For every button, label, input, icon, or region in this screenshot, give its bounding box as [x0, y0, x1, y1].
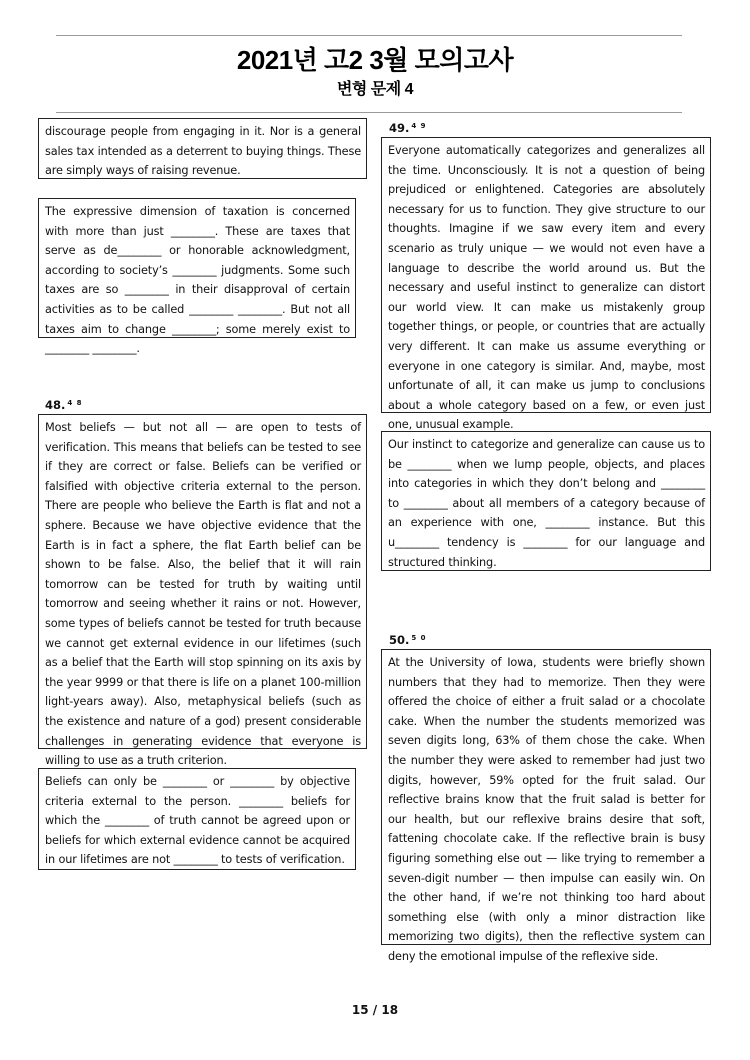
question-50-number: 50. $^{5 0}$	[389, 633, 427, 647]
question-50-passage-text: At the University of Iowa, students were briefly shown numbers that they had to memorize. Then they were offered the choice of either a fruit salad or a chocolate cake. When the number the students memorized was seven digits long, 63% of them chose the cake. When the number they were asked to remember had just two digits, however, 59% opted for the fruit salad. Our reflective brains know that the fruit salad is better for our health, but our reflexive brains desire that soft, fattening chocolate cake. If the reflective brain is busy figuring something else out — like trying to remember a seven-digit number — then impulse can easily win. On the other hand, if we’re not thinking too hard about something else (with only a minor distraction like memorizing two digits), then the reflective system can deny the emotional impulse of the reflexive side.	[388, 656, 705, 963]
header-bottom-rule	[56, 112, 682, 113]
question-49-passage-box	[381, 137, 711, 432]
top-rule	[56, 35, 682, 36]
continued-passage-box	[38, 118, 367, 179]
question-50-superscript: 5 0	[411, 634, 427, 642]
question-48-summary-box	[38, 768, 356, 870]
question-50-passage-box	[381, 649, 711, 963]
question-49-passage-text: Everyone automatically categorizes and generalizes all the time. Unconsciously. It is not a question of being prejudiced or enlightened. Categories are absolutely necessary for us to function. They give structure to our thoughts. Imagine if we saw every item and every scenario as truly unique — we would not even have a language to describe the world around us. But the necessary and useful instinct to generalize can distort our world view. It can make us mistakenly group together things, or people, or countries that are actually very different. It can make us assume everything or everyone in one category is similar. And, maybe, most unfortunate of all, it can make us jump to conclusions about a whole category based on a few, or even just one, unusual example.	[388, 144, 705, 432]
summary-47-box	[38, 198, 356, 356]
page-subtitle: 변형 문제 4	[336, 81, 414, 98]
summary-47-text: The expressive dimension of taxation is concerned with more than just ________. These are taxes that serve as de________ or honorable acknowledgment, according to society’s ________ judgments. Some such taxes are so ________ in their disapproval of certain activities as to be called ________ ________. But not all taxes aim to change ________; some merely exist to ________ ________.	[45, 205, 350, 356]
page-indicator: 15 / 18	[351, 1003, 399, 1017]
question-49-superscript: 4 9	[411, 122, 427, 130]
question-48-superscript: 4 8	[67, 399, 83, 407]
question-49-number: 49. $^{4 9}$	[389, 121, 427, 135]
question-48-passage-box	[38, 414, 367, 768]
continued-passage-text: discourage people from engaging in it. Nor is a general sales tax intended as a deterrent to buying things. These are simply ways of raising revenue.	[45, 125, 361, 178]
question-48-number: 48. $^{4 8}$	[45, 398, 83, 412]
question-48-passage-text: Most beliefs — but not all — are open to tests of verification. This means that beliefs can be tested to see if they are correct or false. Beliefs can be verified or falsified with objective criteria external to the person. There are people who believe the Earth is flat and not a sphere. Because we have objective evidence that the Earth is in fact a sphere, the flat Earth belief can be shown to be false. Also, the belief that it will rain tomorrow can be tested for truth by waiting until tomorrow and seeing whether it rains or not. However, some types of beliefs cannot be tested for truth because we cannot get external evidence in our lifetimes (such as a belief that the Earth will stop spinning on its axis by the year 9999 or that there is life on a planet 100-million light-years away). Also, metaphysical beliefs (such as the existence and nature of a god) present considerable challenges in generating evidence that everyone is willing to use as a truth criterion.	[45, 421, 361, 768]
question-48-summary-text: Beliefs can only be ________ or ________ by objective criteria external to the person. ________ beliefs for which the ________ of truth cannot be agreed upon or beliefs for which external evidence cannot be acquired in our lifetimes are not ________ to tests of verification.	[45, 775, 350, 867]
question-49-summary-box	[381, 431, 711, 571]
page-title: 2021년 고2 3월 모의고사	[236, 45, 514, 75]
question-49-summary-text: Our instinct to categorize and generalize can cause us to be ________ when we lump people, objects, and places into categories in which they don’t belong and ________ to ________ about all members of a category because of an experience with one, ________ instance. But this u________ tendency is ________ for our language and structured thinking.	[388, 438, 705, 569]
